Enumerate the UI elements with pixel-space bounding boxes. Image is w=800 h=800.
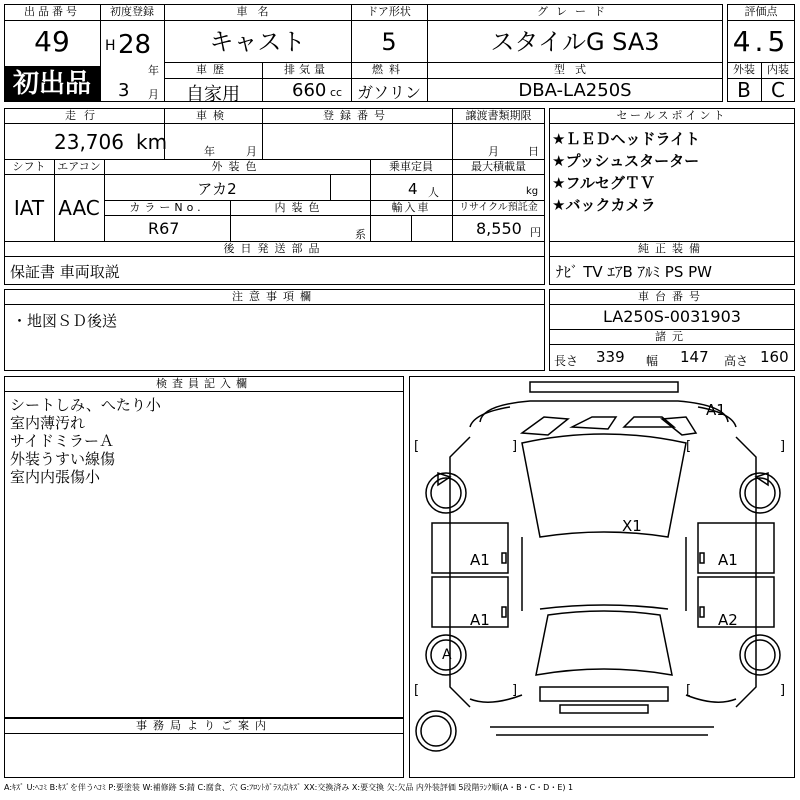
inspector-line: シートしみ、へたり小 (10, 396, 161, 414)
bracket-close: ] (512, 439, 518, 454)
ac: AAC (58, 196, 100, 220)
car-name-label: 車名 (236, 5, 279, 18)
exterior-grade-label: 外装 (733, 63, 755, 76)
exterior-grade: B (737, 78, 751, 102)
int-color-unit: 系 (355, 228, 366, 241)
height-label: 高さ (724, 354, 749, 368)
damage-mark-left-rear-door: A1 (470, 611, 490, 629)
recycle-fee: 8,550 (476, 219, 522, 238)
inspection-month-unit: 月 (246, 145, 257, 158)
mileage-unit: km (136, 130, 168, 154)
capacity-label: 乗車定員 (389, 160, 433, 173)
reg-year: 28 (118, 30, 152, 60)
reg-month: 3 (118, 80, 130, 101)
inspector-line: 室内内張傷小 (10, 468, 101, 486)
legend: A:ｷｽﾞ U:ﾍｺﾐ B:ｷｽﾞを伴うﾍｺﾐ P:要塗装 W:補修跡 S:錆 C:腐食、穴 G:ﾌﾛﾝﾄｶﾞﾗｽ点ｷｽﾞ XX:交換済み X:要交換 欠:欠品 内外装評価 5段階ﾗﾝｸ順(A・B・C・D・E) 1 (4, 783, 574, 792)
ext-color: アカ2 (197, 180, 237, 198)
bracket-open: [ (414, 683, 420, 698)
equipment: ﾅﾋﾞ TV ｴｱB ｱﾙﾐ PS PW (556, 263, 712, 281)
bracket-open: [ (414, 439, 420, 454)
doors: 5 (381, 28, 397, 56)
car-outline (410, 377, 794, 777)
office-label: 事務局よりご案内 (136, 719, 272, 732)
color-no: R67 (148, 219, 180, 238)
inspector-line: 室内薄汚れ (10, 414, 86, 432)
interior-grade: C (771, 78, 785, 102)
displacement: 660 (292, 80, 327, 101)
notes: ・地図ＳＤ後送 (12, 312, 118, 330)
height: 160 (760, 348, 789, 366)
sales-point-item: ★バックカメラ (552, 196, 656, 214)
bracket-open: [ (686, 439, 692, 454)
displacement-unit: cc (330, 86, 343, 99)
sales-point-item: ★プッシュスターター (552, 152, 700, 170)
capacity: 4 (408, 180, 418, 198)
lot-number: 49 (34, 25, 70, 58)
fuel: ガソリン (356, 83, 421, 102)
bracket-close: ] (780, 683, 786, 698)
sales-point-item: ★フルセグＴＶ (552, 174, 655, 192)
history-label: 車歴 (196, 63, 230, 76)
recycle-label: リサイクル預託金 (459, 202, 538, 213)
fuel-label: 燃料 (372, 63, 406, 76)
notes-label: 注意事項欄 (232, 290, 317, 303)
length-label: 長さ (554, 354, 579, 368)
width: 147 (680, 348, 709, 366)
max-load-unit: kg (526, 186, 539, 197)
first-listing-badge: 初出品 (4, 66, 100, 102)
sales-points-label: セールスポイント (616, 109, 728, 122)
grade-label: グレード (537, 5, 613, 18)
ext-color-label: 外装色 (211, 160, 263, 173)
history: 自家用 (186, 84, 240, 105)
chassis-number: LA250S-0031903 (603, 307, 741, 326)
recycle-unit: 円 (530, 226, 541, 239)
displacement-label: 排気量 (284, 63, 329, 76)
chassis-label: 車台番号 (638, 290, 706, 303)
lot-number-label: 出品番号 (24, 5, 80, 18)
capacity-unit: 人 (428, 186, 439, 199)
car-diagram (409, 376, 795, 778)
door-label: ドア形状 (367, 5, 411, 18)
shift-label: シフト (12, 160, 46, 173)
later-parts-label: 後日発送部品 (223, 242, 326, 255)
sales-point-item: ★ＬＥＤヘッドライト (552, 130, 700, 148)
damage-mark-front: A1 (706, 401, 726, 419)
width-label: 幅 (646, 354, 659, 368)
bracket-close: ] (780, 439, 786, 454)
inspection-label: 車検 (196, 109, 230, 122)
era: H (105, 38, 116, 54)
reg-month-unit: 月 (148, 88, 159, 101)
spec-label: 諸元 (655, 330, 689, 343)
reg-year-unit: 年 (148, 64, 159, 77)
car-name: キャスト (209, 28, 306, 56)
damage-mark-right-rear-door: A2 (718, 611, 738, 629)
shift: IAT (13, 196, 45, 220)
first-reg-label: 初度登録 (110, 5, 154, 18)
interior-grade-label: 内装 (767, 63, 789, 76)
later-parts: 保証書 車両取説 (10, 263, 120, 281)
inspector-label: 検査員記入欄 (156, 377, 252, 390)
damage-mark-right-front-door: A1 (718, 551, 738, 569)
import-label: 輸入車 (391, 201, 431, 214)
score: 4.5 (732, 25, 790, 58)
bracket-open: [ (686, 683, 692, 698)
transfer-docs-label: 譲渡書類期限 (465, 109, 532, 122)
model-label: 型式 (554, 63, 596, 76)
inspector-line: サイドミラーＡ (10, 432, 114, 450)
inspection-year-unit: 年 (204, 145, 215, 158)
reg-number-label: 登録番号 (323, 109, 391, 122)
model: DBA-LA250S (518, 80, 632, 101)
damage-mark-roof: X1 (622, 517, 642, 535)
mileage-label: 走行 (65, 109, 103, 122)
damage-mark-left-rear-wheel: A (442, 647, 452, 663)
max-load-label: 最大積載量 (471, 160, 526, 173)
transfer-month-unit: 月 (488, 145, 499, 158)
transfer-day-unit: 日 (528, 145, 539, 158)
length: 339 (596, 348, 625, 366)
damage-mark-left-front-door: A1 (470, 551, 490, 569)
inspector-line: 外装うすい線傷 (10, 450, 116, 468)
mileage: 23,706 (54, 130, 124, 154)
ac-label: エアコン (57, 160, 101, 173)
color-no-label: カラーNo. (129, 201, 205, 214)
int-color-label: 内装色 (274, 201, 326, 214)
bracket-close: ] (512, 683, 518, 698)
score-label: 評価点 (744, 5, 778, 18)
grade: スタイルG SA3 (490, 28, 660, 56)
equipment-label: 純正装備 (638, 242, 706, 255)
